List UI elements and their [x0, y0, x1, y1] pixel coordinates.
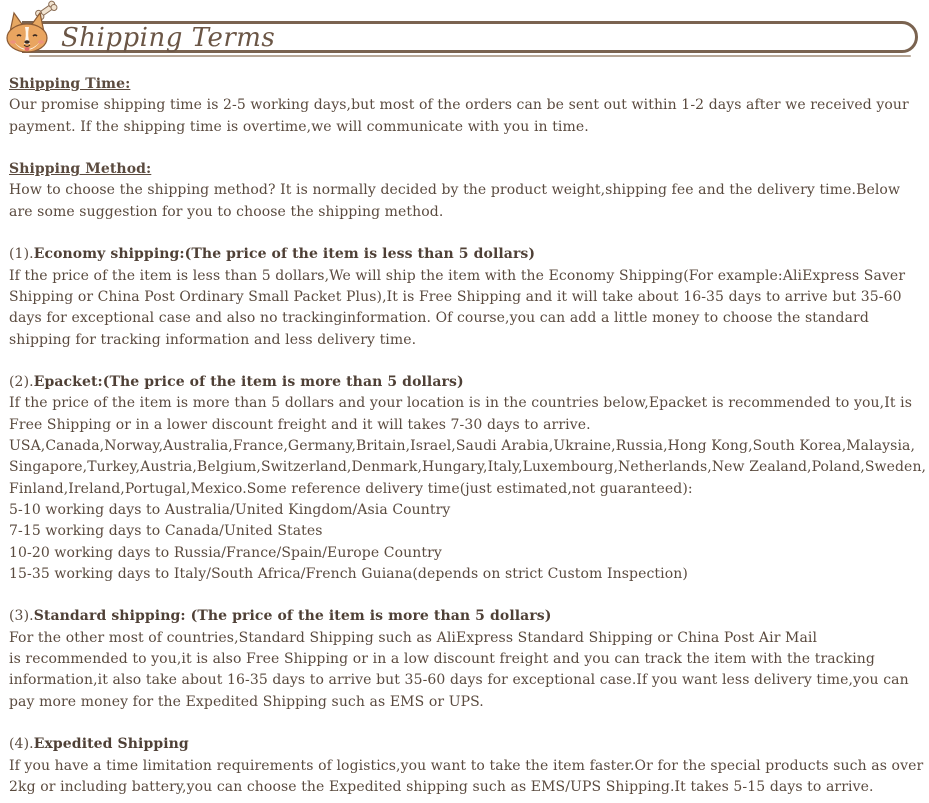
delivery-time-item: 15-35 working days to Italy/South Africa/French Guiana(depends on strict Custom Inspection): [9, 565, 688, 582]
expedited-title-line: [9, 734, 927, 755]
economy-title-line: [9, 244, 927, 265]
epacket-title-line: [9, 372, 927, 393]
shipping-time-text: Our promise shipping time is 2-5 working days,but most of the orders can be sent out within 1-2 days after we received your payment. If the shipping time is overtime,we will communicate with you in time.: [9, 97, 909, 135]
economy-text: If the price of the item is less than 5 dollars,We will ship the item with the Economy Shipping(For example:AliExpress Saver Shipping or China Post Ordinary Small Packet Plus),It is Free Shipping and it will take about 16-35 days to arrive but 35-60 days for exceptional case and also no trackinginformation. Of course,you can add a little money to choose the standard shipping for tracking information and less delivery time.: [9, 267, 906, 348]
page-title: Shipping Terms: [61, 23, 276, 53]
economy-number: (1).: [9, 246, 34, 263]
standard-text: is recommended to you,it is also Free Shipping or in a low discount freight and you can track the item with the tracking information,it also take about 16-35 days to arrive but 35-60 days for exceptional case.If you want less delivery time,you can pay more money for the Expedited Shipping such as EMS or UPS.: [9, 651, 909, 710]
expedited-number: (4).: [9, 736, 34, 753]
standard-title-line: [9, 606, 927, 627]
expedited-text: If you have a time limitation requirements of logistics,you want to take the item faster.Or for the special products such as over 2kg or including battery,you can choose the Expedited shipping such as EMS/UPS Shipping.It takes 5-15 days to arrive.: [9, 757, 924, 795]
delivery-time-item: 5-10 working days to Australia/United Kingdom/Asia Country: [9, 501, 451, 518]
economy-title: Economy shipping:(The price of the item is less than 5 dollars): [33, 246, 536, 263]
standard-title: Standard shipping: (The price of the item is more than 5 dollars): [33, 608, 552, 625]
epacket-text: If the price of the item is more than 5 dollars and your location is in the countries below,Epacket is recommended to you,It is Free Shipping or in a lower discount freight and it will takes 7-30 days to arrive.: [9, 395, 912, 433]
shipping-method-text: How to choose the shipping method? It is normally decided by the product weight,shipping fee and the delivery time.Below are some suggestion for you to choose the shipping method.: [9, 182, 901, 220]
standard-line1: For the other most of countries,Standard Shipping such as AliExpress Standard Shipping or China Post Air Mail: [9, 629, 818, 646]
delivery-time-item: 10-20 working days to Russia/France/Spain/Europe Country: [9, 544, 442, 561]
shipping-time-heading: Shipping Time:: [9, 76, 131, 92]
delivery-time-item: 7-15 working days to Canada/United States: [9, 523, 323, 540]
corgi-bone-icon: [0, 0, 66, 62]
shipping-terms-banner: [0, 0, 929, 62]
shipping-terms-content: [9, 74, 927, 798]
epacket-title: Epacket:(The price of the item is more than 5 dollars): [33, 374, 464, 391]
shipping-method-heading: Shipping Method:: [9, 161, 152, 178]
expedited-title: Expedited Shipping: [33, 736, 189, 753]
epacket-countries: USA,Canada,Norway,Australia,France,Germany,Britain,Israel,Saudi Arabia,Ukraine,Russia,Hong Kong,South Korea,Malaysia, Singapore,Turkey,Austria,Belgium,Switzerland,Denmark,Hungary,Italy,Luxembourg,Netherlands,New Zealand,Poland,Sweden, Finland,Ireland,Portugal,Mexico.Some reference delivery time(just estimated,not guaranteed):: [9, 438, 927, 497]
standard-number: (3).: [9, 608, 34, 625]
epacket-number: (2).: [9, 374, 34, 391]
